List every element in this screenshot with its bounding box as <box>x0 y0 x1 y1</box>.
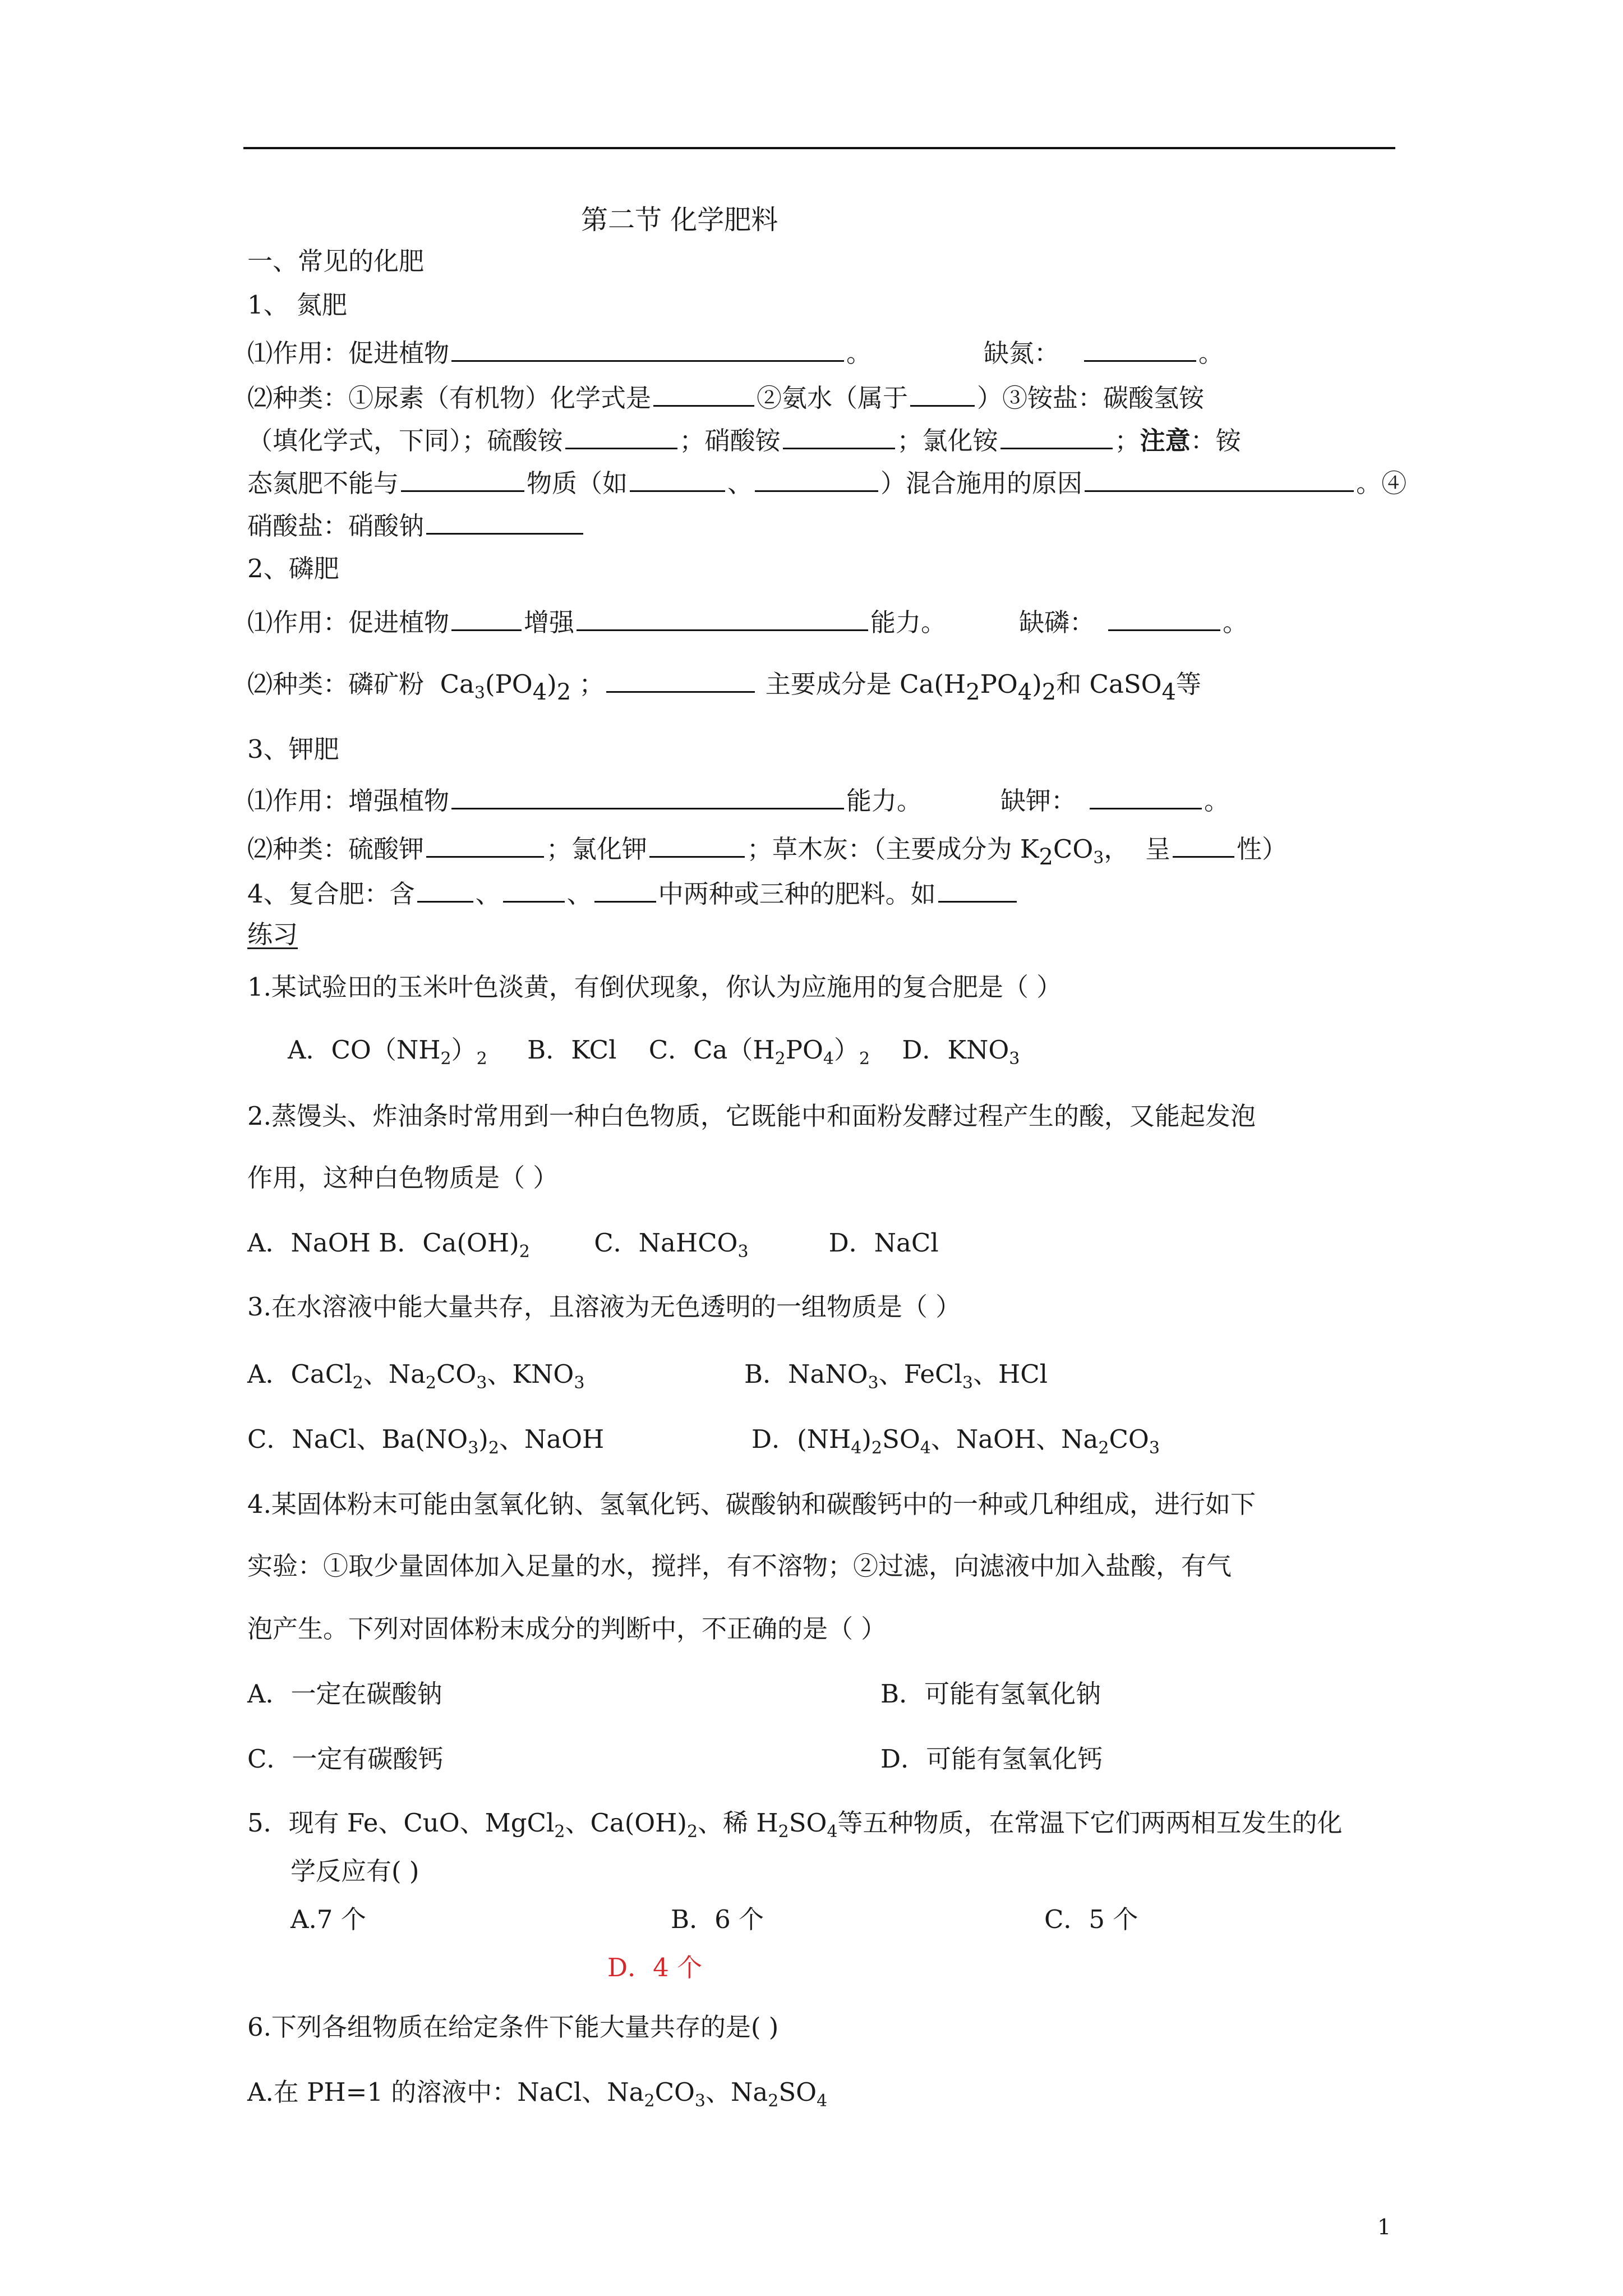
question-5-line-2: 学反应有( ) <box>291 1856 419 1886</box>
question-5-option-b: B．6 个 <box>671 1904 764 1934</box>
nitrogen-role-line: ⑴作用：促进植物 。 缺氮： 。 <box>247 334 1224 370</box>
question-1-options: A．$CO(NH_2)_2$ B．KCl C．$Ca(H_2PO_4)_2$ D．$KNO_3$ <box>288 1035 1020 1069</box>
question-5-line-1: 5．现有 Fe、CuO、MgCl$_2$、$Ca(OH)_2$、稀 $H_2SO_4$等五种物质，在常温下它们两两相互发生的化 <box>247 1808 1343 1842</box>
subsection-nitrogen: 1、 氮肥 <box>247 290 347 320</box>
question-4-option-b: B．可能有氢氧化钠 <box>880 1679 1101 1709</box>
nitrogen-kind-line-3: 态氮肥不能与 物质（如 、 ）混合施用的原因 。④ <box>247 464 1407 500</box>
phosphorus-kind-line: ⑵种类：磷矿粉 $Ca_3(PO_4)_2$ ； 主要成分是 $Ca(H_2PO_4)_2$和 CaSO$_4$等 <box>247 665 1201 701</box>
phosphorus-role-line: ⑴作用：促进植物 增强 能力。 缺磷： 。 <box>247 604 1248 639</box>
question-6-option-a: A.在 PH=1 的溶液中：NaCl、$Na_2CO_3$、$Na_2SO_4$ <box>247 2077 828 2111</box>
question-4-option-d: D．可能有氢氧化钙 <box>880 1744 1103 1774</box>
page-title: 第二节 化学肥料 <box>581 204 778 236</box>
question-4-option-c: C．一定有碳酸钙 <box>247 1744 444 1774</box>
page-number: 1 <box>1377 2215 1391 2239</box>
nitrogen-kind-line-2: （填化学式，下同）；硫酸铵 ；硝酸铵 ；氯化铵 ；注意：铵 <box>247 422 1241 458</box>
practice-heading: 练习 <box>247 919 298 949</box>
question-5-option-a: A.7 个 <box>291 1904 366 1934</box>
potassium-role-line: ⑴作用：增强植物 能力。 缺钾： 。 <box>247 782 1229 818</box>
nitrogen-kind-line-4: 硝酸盐：硝酸钠 <box>247 507 585 543</box>
question-6: 6.下列各组物质在给定条件下能大量共存的是( ) <box>247 2012 779 2042</box>
potassium-kind-line: ⑵种类：硫酸钾 ；氯化钾 ；草木灰：（主要成分为 $K_2CO_3$， 呈 性） <box>247 830 1287 866</box>
question-2-options: A．NaOH B．$Ca(OH)_2$ C．NaHCO$_3$ D．NaCl <box>247 1228 939 1262</box>
question-3-option-a: A．CaCl$_2$、$Na_2CO_3$、$KNO_3$ <box>247 1359 585 1393</box>
compound-fertilizer-line: 4、复合肥：含 、 、 中两种或三种的肥料。如 <box>247 875 1019 911</box>
question-4-line-3: 泡产生。下列对固体粉末成分的判断中，不正确的是（ ） <box>247 1614 887 1644</box>
question-3: 3.在水溶液中能大量共存，且溶液为无色透明的一组物质是（ ） <box>247 1292 961 1322</box>
header-rule <box>243 147 1395 149</box>
question-2-line-1: 2.蒸馒头、炸油条时常用到一种白色物质，它既能中和面粉发酵过程产生的酸，又能起发泡 <box>247 1101 1256 1131</box>
question-3-option-c: C．NaCl、$Ba(NO_3)_2$、NaOH <box>247 1424 605 1458</box>
question-3-option-b: B．NaNO$_3$、FeCl$_3$、HCl <box>744 1359 1048 1393</box>
question-4-line-2: 实验：①取少量固体加入足量的水，搅拌，有不溶物；②过滤，向滤液中加入盐酸，有气 <box>247 1551 1232 1581</box>
question-5-option-c: C．5 个 <box>1044 1904 1138 1934</box>
nitrogen-kind-line-1: ⑵种类：①尿素（有机物）化学式是 ②氨水（属于 ）③铵盐：碳酸氢铵 <box>247 379 1204 415</box>
subsection-potassium: 3、钾肥 <box>247 734 339 764</box>
question-4-option-a: A．一定在碳酸钠 <box>247 1679 442 1709</box>
question-2-line-2: 作用，这种白色物质是（ ） <box>247 1163 559 1193</box>
question-1: 1.某试验田的玉米叶色淡黄，有倒伏现象，你认为应施用的复合肥是（ ） <box>247 972 1062 1002</box>
subsection-phosphorus: 2、磷肥 <box>247 554 339 583</box>
question-3-option-d: D．$(NH_4)_2SO_4$、NaOH、$Na_2CO_3$ <box>751 1424 1160 1458</box>
question-4-line-1: 4.某固体粉末可能由氢氧化钠、氢氧化钙、碳酸钠和碳酸钙中的一种或几种组成，进行如下 <box>247 1489 1256 1519</box>
section-heading: 一、常见的化肥 <box>247 246 425 276</box>
question-5-option-d: D．4 个 <box>607 1953 703 1982</box>
